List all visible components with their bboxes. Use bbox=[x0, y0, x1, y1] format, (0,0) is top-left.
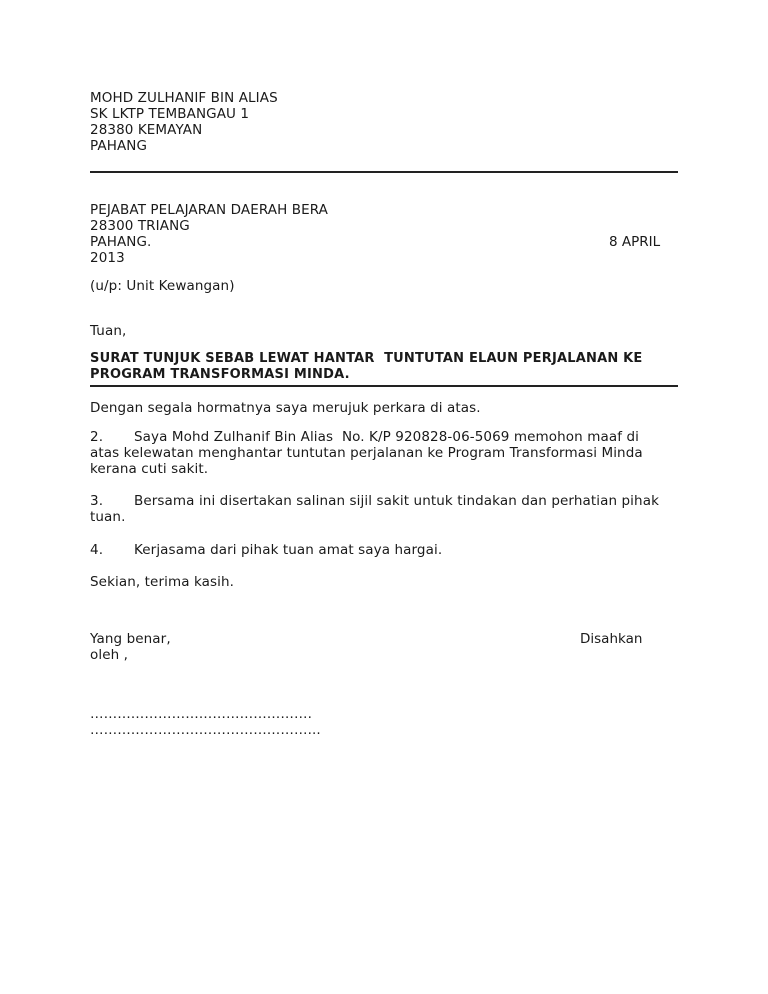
attention-line: (u/p: Unit Kewangan) bbox=[90, 278, 235, 294]
recipient-office: PEJABAT PELAJARAN DAERAH BERA bbox=[90, 202, 329, 218]
paragraph-2-number: 2. bbox=[90, 429, 104, 445]
signature-dots-2: …………………………………………... bbox=[90, 722, 321, 738]
paragraph-3-line-2: tuan. bbox=[90, 509, 126, 525]
paragraph-2-line-2: atas kelewatan menghantar tuntutan perjalanan ke Program Transformasi Minda bbox=[90, 445, 643, 461]
date-year: 2013 bbox=[90, 250, 125, 266]
paragraph-3-number: 3. bbox=[90, 493, 104, 509]
paragraph-2-line-3: kerana cuti sakit. bbox=[90, 461, 209, 477]
paragraph-2-line-1 bbox=[90, 429, 639, 445]
subject-line-2: PROGRAM TRANSFORMASI MINDA. bbox=[90, 367, 350, 382]
closing-line: Sekian, terima kasih. bbox=[90, 574, 235, 590]
sender-school: SK LKTP TEMBANGAU 1 bbox=[90, 106, 250, 122]
header-divider bbox=[90, 171, 678, 173]
paragraph-4-number: 4. bbox=[90, 542, 104, 558]
paragraph-4-text-1: Kerjasama dari pihak tuan amat saya hargai. bbox=[134, 542, 443, 558]
salutation: Tuan, bbox=[90, 323, 127, 339]
sender-name: MOHD ZULHANIF BIN ALIAS bbox=[90, 90, 278, 106]
verified-by-continued: oleh , bbox=[90, 647, 129, 663]
signature-dots-1: …………………………………………. bbox=[90, 706, 312, 722]
subject-underline bbox=[90, 385, 678, 387]
sender-postcode-town: 28380 KEMAYAN bbox=[90, 122, 203, 138]
recipient-state: PAHANG. bbox=[90, 234, 152, 250]
subject-line-1: SURAT TUNJUK SEBAB LEWAT HANTAR TUNTUTAN ELAUN PERJALANAN KE bbox=[90, 351, 643, 366]
paragraph-3-text-1: Bersama ini disertakan salinan sijil sakit untuk tindakan dan perhatian pihak bbox=[134, 493, 659, 509]
date-day-month: 8 APRIL bbox=[609, 234, 661, 250]
paragraph-2-text-1: Saya Mohd Zulhanif Bin Alias No. K/P 920828-06-5069 memohon maaf di bbox=[134, 429, 639, 445]
opening-paragraph: Dengan segala hormatnya saya merujuk perkara di atas. bbox=[90, 400, 481, 416]
yours-truly: Yang benar, bbox=[90, 631, 171, 647]
recipient-postcode-town: 28300 TRIANG bbox=[90, 218, 190, 234]
sender-state: PAHANG bbox=[90, 138, 148, 154]
verified-by: Disahkan bbox=[580, 631, 643, 647]
paragraph-3-line-1 bbox=[90, 493, 659, 509]
paragraph-4-line-1 bbox=[90, 542, 442, 558]
